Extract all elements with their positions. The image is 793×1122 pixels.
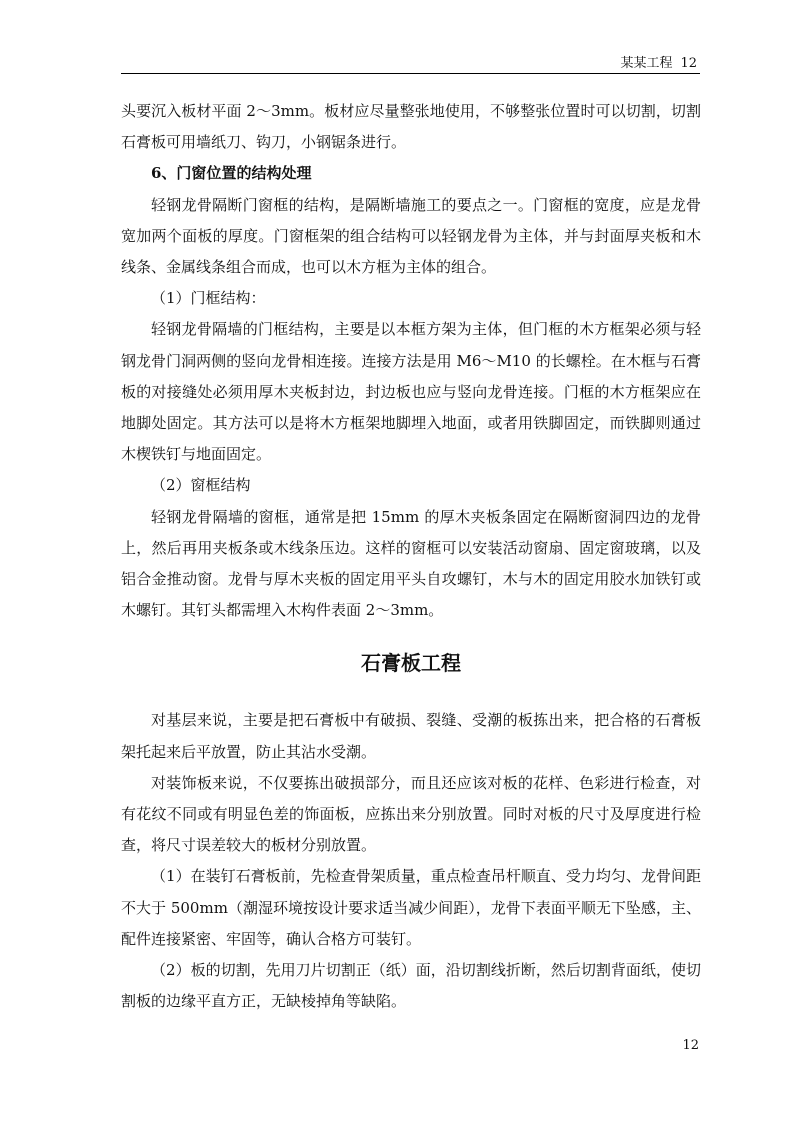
subheading-door-frame: （1）门框结构： xyxy=(151,289,266,308)
header-text xyxy=(620,56,697,72)
section-title: 石膏板工程 xyxy=(361,651,461,676)
document-body xyxy=(121,96,701,1017)
header-page-number: 12 xyxy=(680,56,697,71)
paragraph-continued: 头要沉入板材平面 2～3mm。板材应尽量整张地使用，不够整张位置时可以切割，切割石膏板可用墙纸刀、钩刀，小钢锯条进行。 xyxy=(121,102,701,152)
paragraph-base-layer: 对基层来说，主要是把石膏板中有破损、裂缝、受潮的板拣出来，把合格的石膏板架托起来后平放置，防止其沾水受潮。 xyxy=(121,711,701,761)
header-title: 某某工程 xyxy=(620,56,673,71)
paragraph-door-frame: 轻钢龙骨隔墙的门框结构，主要是以本框方架为主体，但门框的木方框架必须与轻钢龙骨门洞两侧的竖向龙骨相连接。连接方法是用 M6～M10 的长螺栓。在木框与石膏板的对接缝处必须用厚木夹板封边，封边板也应与竖向龙骨连接。门框的木方框架应在地脚处固定。其方法可以是将木方框架地脚埋入地面，或者用铁脚固定，而铁脚则通过木楔铁钉与地面固定。 xyxy=(121,320,701,464)
paragraph-window-frame: 轻钢龙骨隔墙的窗框，通常是把 15mm 的厚木夹板条固定在隔断窗洞四边的龙骨上，然后再用夹板条或木线条压边。这样的窗框可以安装活动窗扇、固定窗玻璃，以及铝合金推动窗。龙骨与厚木夹板的固定用平头自攻螺钉，木与木的固定用胶水加铁钉或木螺钉。其钉头都需埋入木构件表面 2～3mm。 xyxy=(121,507,701,620)
paragraph-door-window-intro: 轻钢龙骨隔断门窗框的结构，是隔断墙施工的要点之一。门窗框的宽度，应是龙骨宽加两个面板的厚度。门窗框架的组合结构可以轻钢龙骨为主体，并与封面厚夹板和木线条、金属线条组合而成，也可以木方框为主体的组合。 xyxy=(121,195,701,277)
paragraph-decorative-board: 对装饰板来说，不仅要拣出破损部分，而且还应该对板的花样、色彩进行检查，对有花纹不同或有明显色差的饰面板，应拣出来分别放置。同时对板的尺寸及厚度进行检查，将尺寸误差较大的板材分别放置。 xyxy=(121,773,701,855)
page-header xyxy=(121,56,700,74)
paragraph-step-2: （2）板的切割，先用刀片切割正（纸）面，沿切割线折断，然后切割背面纸，使切割板的边缘平直方正，无缺棱掉角等缺陷。 xyxy=(121,961,701,1011)
subheading-window-frame: （2）窗框结构 xyxy=(151,476,251,495)
paragraph-step-1: （1）在装钉石膏板前，先检查骨架质量，重点检查吊杆顺直、受力均匀、龙骨间距不大于 500mm（潮湿环境按设计要求适当减少间距），龙骨下表面平顺无下坠感，主、配件连接紧密、牢固等，确认合格方可装钉。 xyxy=(121,867,701,948)
heading-door-window: 6、门窗位置的结构处理 xyxy=(151,164,312,183)
footer-page-number: 12 xyxy=(682,1038,699,1053)
